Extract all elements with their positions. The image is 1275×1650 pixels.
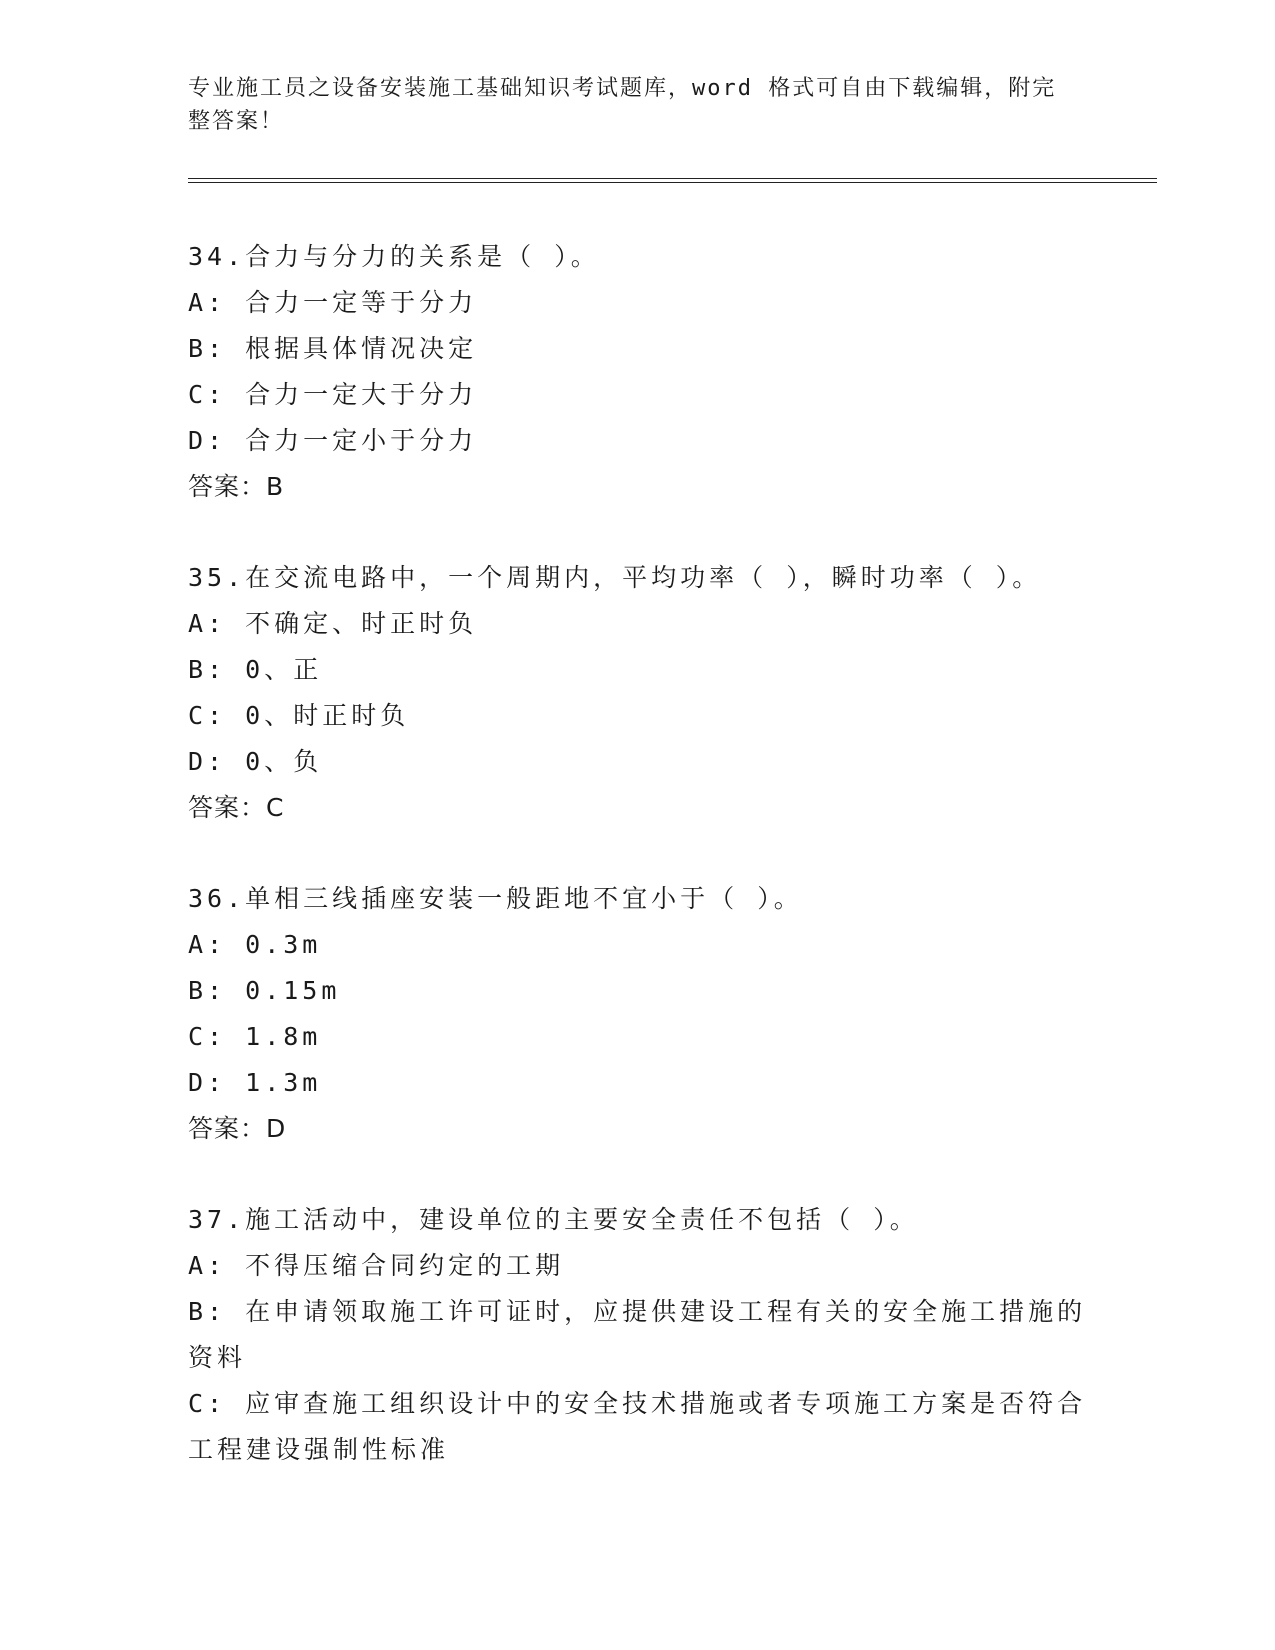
option-c: C: 0、时正时负 [188, 701, 410, 730]
option-b: B: 0、正 [188, 655, 323, 684]
option-a: A: 不得压缩合同约定的工期 [188, 1251, 565, 1280]
answer-line: 答案：D [188, 1114, 287, 1143]
option-d: D: 0、负 [188, 747, 323, 776]
header-rule-top [188, 178, 1157, 179]
option-d: D: 1.3m [188, 1068, 322, 1097]
question-list [188, 234, 1088, 1518]
question-34 [188, 234, 1088, 510]
question-stem: 35.在交流电路中，一个周期内，平均功率（ ），瞬时功率（ ）。 [188, 563, 1042, 592]
option-b: B: 0.15m [188, 976, 341, 1005]
option-c: C: 合力一定大于分力 [188, 380, 478, 409]
option-c: C: 应审查施工组织设计中的安全技术措施或者专项施工方案是否符合工程建设强制性标准 [188, 1389, 1087, 1464]
option-d: D: 合力一定小于分力 [188, 426, 478, 455]
answer-line: 答案：B [188, 472, 285, 501]
header-rule-bottom [188, 182, 1157, 183]
option-c: C: 1.8m [188, 1022, 322, 1051]
question-37 [188, 1197, 1088, 1473]
answer-line: 答案：C [188, 793, 285, 822]
document-header: 专业施工员之设备安装施工基础知识考试题库，word 格式可自由下载编辑，附完整答案！ [188, 76, 1057, 134]
question-36 [188, 876, 1088, 1152]
option-b: B: 根据具体情况决定 [188, 334, 478, 363]
option-a: A: 不确定、时正时负 [188, 609, 478, 638]
option-a: A: 合力一定等于分力 [188, 288, 478, 317]
option-a: A: 0.3m [188, 930, 322, 959]
question-stem: 37.施工活动中，建设单位的主要安全责任不包括（ ）。 [188, 1205, 919, 1234]
option-b: B: 在申请领取施工许可证时，应提供建设工程有关的安全施工措施的资料 [188, 1297, 1087, 1372]
question-35 [188, 555, 1088, 831]
question-stem: 36.单相三线插座安装一般距地不宜小于（ ）。 [188, 884, 803, 913]
question-stem: 34.合力与分力的关系是（ ）。 [188, 242, 600, 271]
